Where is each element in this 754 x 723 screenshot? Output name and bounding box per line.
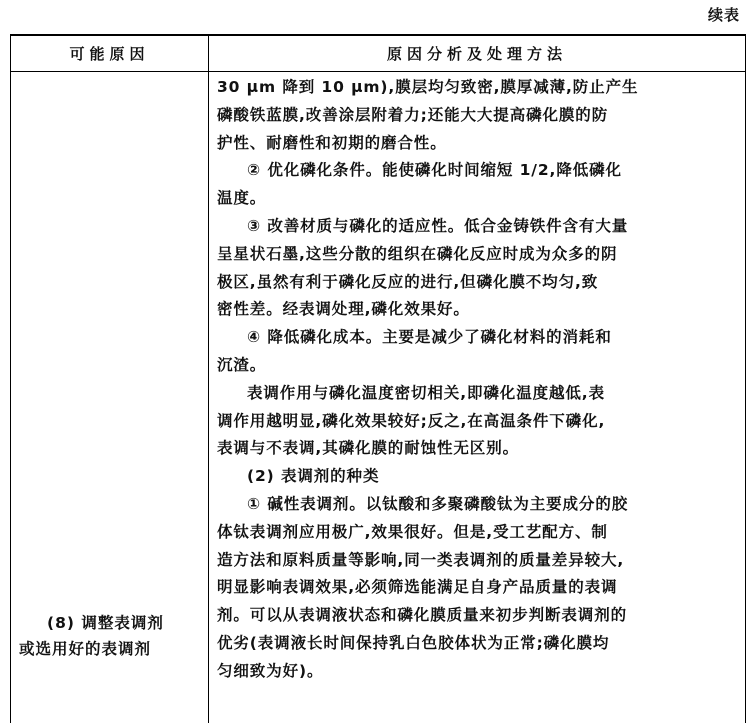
cause-text-block [11,610,208,662]
analysis-line: 磷酸铁蓝膜,改善涂层附着力;还能大大提高磷化膜的防 [217,105,609,124]
analysis-line: 表调与不表调,其磷化膜的耐蚀性无区别。 [217,439,519,458]
analysis-line: ③ 改善材质与磷化的适应性。低合金铸铁件含有大量 [247,216,629,235]
analysis-line: 温度。 [217,189,267,208]
table-header-row [11,36,745,72]
cause-cell [11,72,209,723]
analysis-line: 呈星状石墨,这些分散的组织在磷化反应时成为众多的阴 [217,244,618,263]
analysis-line: 密性差。经表调处理,磷化效果好。 [217,300,470,319]
continued-label: 续表 [707,6,740,24]
header-cause: 可能原因 [11,36,209,71]
analysis-line: 沉渣。 [217,355,267,374]
analysis-line: ④ 降低磷化成本。主要是减少了磷化材料的消耗和 [247,328,612,347]
analysis-line: 体钛表调剂应用极广,效果很好。但是,受工艺配方、制 [217,522,608,541]
cause-line-1: (8) 调整表调剂 [47,614,164,632]
cause-line-2: 或选用好的表调剂 [19,640,152,658]
analysis-line: 造方法和原料质量等影响,同一类表调剂的质量差异较大, [217,550,625,569]
analysis-line: 30 μm 降到 10 μm),膜层均匀致密,膜厚减薄,防止产生 [217,78,639,96]
table-row [11,72,745,723]
analysis-line: 表调作用与磷化温度密切相关,即磷化温度越低,表 [247,383,605,402]
analysis-cell [209,72,745,723]
analysis-line: 明显影响表调效果,必须筛选能满足自身产品质量的表调 [217,578,618,597]
analysis-line: 极区,虽然有利于磷化反应的进行,但磷化膜不均匀,致 [217,272,599,291]
analysis-line: 优劣(表调液长时间保持乳白色胶体状为正常;磷化膜均 [217,633,610,652]
analysis-line: (2) 表调剂的种类 [247,467,380,486]
analysis-line: 调作用越明显,磷化效果较好;反之,在高温条件下磷化, [217,411,606,430]
cause-analysis-table [10,34,746,723]
analysis-line: ① 碱性表调剂。以钛酸和多聚磷酸钛为主要成分的胶 [247,494,629,513]
header-analysis: 原因分析及处理方法 [386,45,567,63]
analysis-line: ② 优化磷化条件。能使磷化时间缩短 1/2,降低磷化 [247,161,622,180]
analysis-line: 剂。可以从表调液状态和磷化膜质量来初步判断表调剂的 [217,606,628,625]
analysis-line: 护性、耐磨性和初期的磨合性。 [217,133,447,152]
analysis-line: 匀细致为好)。 [217,661,324,680]
